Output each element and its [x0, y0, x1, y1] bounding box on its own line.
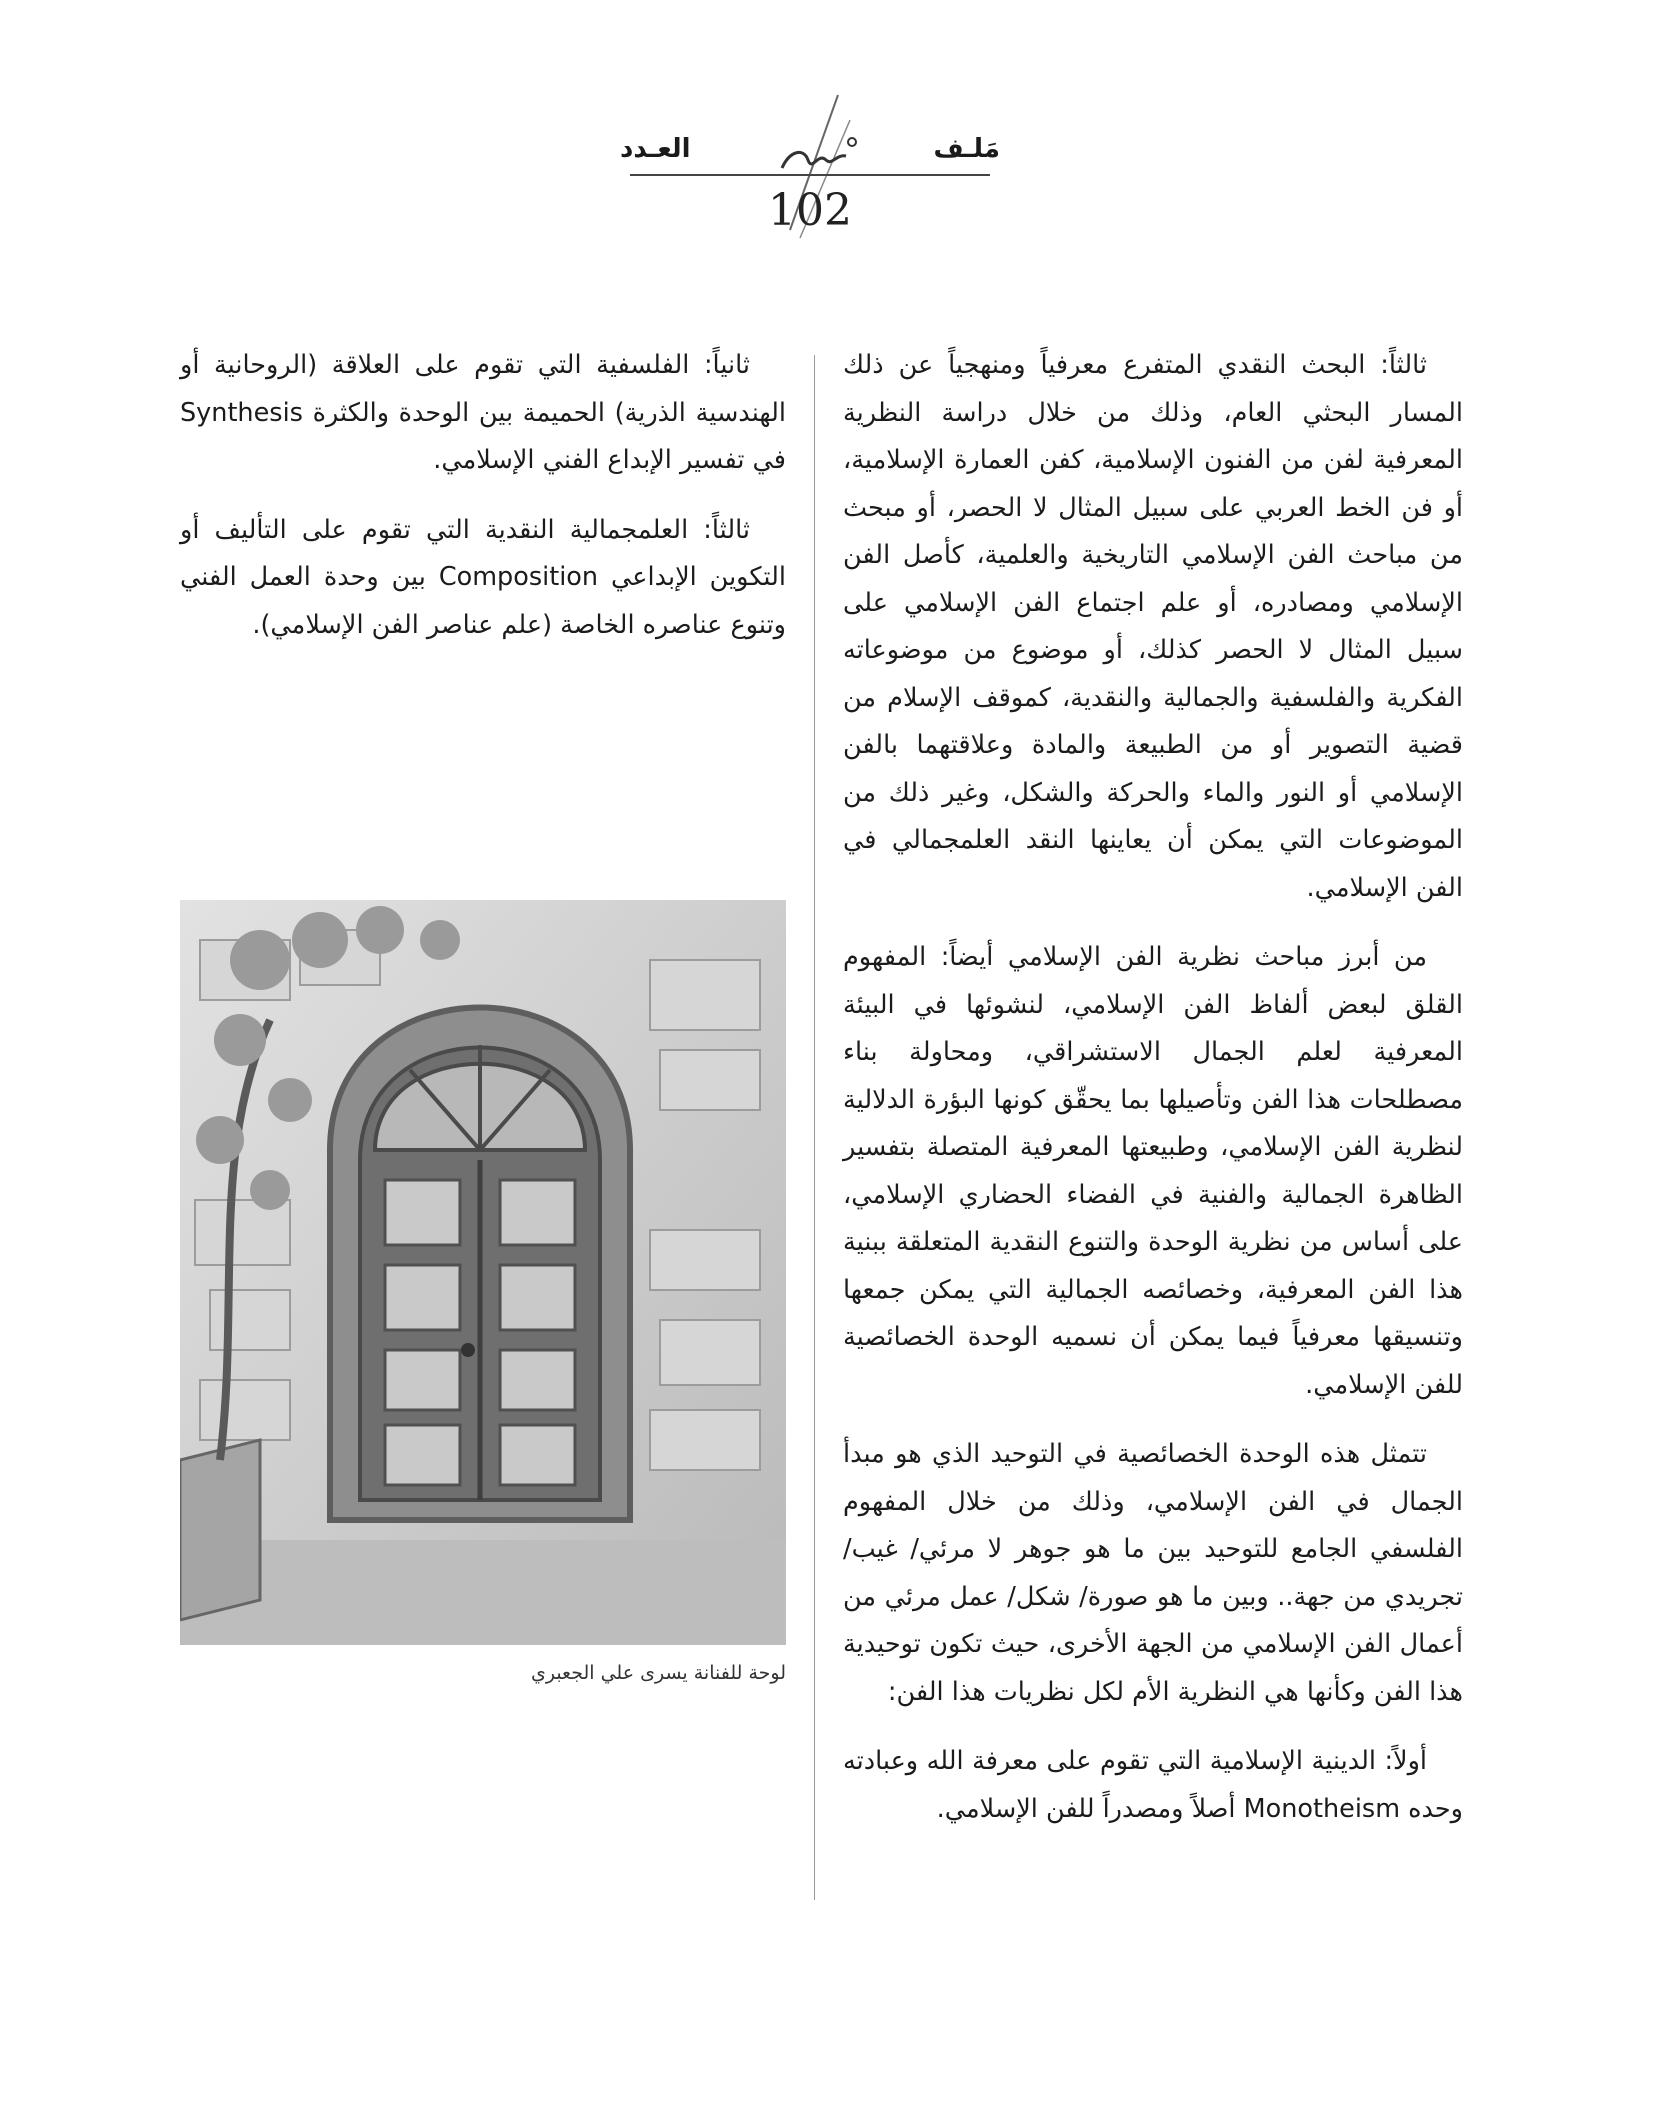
paragraph: أولاً: الدينية الإسلامية التي تقوم على معرفة الله وعبادته وحده Monotheism أصلاً ومصدراً للفن الإسلامي.	[843, 1746, 1463, 1824]
right-column	[843, 342, 1463, 1855]
paragraph: ثالثاً: البحث النقدي المتفرع معرفياً ومنهجياً عن ذلك المسار البحثي العام، وذلك من خلال دراسة النظرية المعرفية لفن من الفنون الإسلامية، كفن العمارة الإسلامية، أو فن الخط العربي على سبيل المثال لا الحصر، أو مبحث من مباحث الفن الإسلامي التاريخية والعلمية، كأصل الفن الإسلامي ومصادره، أو علم اجتماع الفن الإسلامي على سبيل المثال لا الحصر كذلك، أو موضوع من موضوعاته الفكرية والفلسفية والجمالية والنقدية، كموقف الإسلام من قضية التصوير أو من الطبيعة والمادة وعلاقتهما بالفن الإسلامي أو النور والماء والحركة والشكل، وغير ذلك من الموضوعات التي يمكن أن يعاينها النقد العلمجمالي في الفن الإسلامي.	[843, 350, 1463, 903]
page-number: 102	[768, 185, 852, 236]
header-issue-label: العـدد	[620, 134, 691, 164]
header-section-label: مَلـف	[933, 134, 1000, 164]
page-header	[600, 90, 1020, 240]
paragraph: ثانياً: الفلسفية التي تقوم على العلاقة (الروحانية أو الهندسية الذرية) الحميمة بين الوحدة والكثرة Synthesis في تفسير الإبداع الفني الإسلامي.	[180, 350, 786, 475]
paragraph: ثالثاً: العلمجمالية النقدية التي تقوم على التأليف أو التكوين الإبداعي Composition بين وحدة العمل الفني وتنوع عناصره الخاصة (علم عناصر الفن الإسلامي).	[180, 514, 786, 640]
paragraph: تتمثل هذه الوحدة الخصائصية في التوحيد الذي هو مبدأ الجمال في الفن الإسلامي، وذلك من خلال المفهوم الفلسفي الجامع للتوحيد بين ما هو جوهر لا مرئي/ غيب/ تجريدي من جهة.. وبين ما هو صورة/ شكل/ عمل مرئي من أعمال الفن الإسلامي من الجهة الأخرى، حيث تكون توحيدية هذا الفن وكأنها هي النظرية الأم لكل نظريات هذا الفن:	[843, 1439, 1463, 1707]
painting-figure	[180, 900, 786, 1645]
figure-caption: لوحة للفنانة يسرى علي الجعبري	[530, 1662, 786, 1684]
paragraph: من أبرز مباحث نظرية الفن الإسلامي أيضاً: المفهوم القلق لبعض ألفاظ الفن الإسلامي، لنشوئها في البيئة المعرفية لعلم الجمال الاستشراقي، ومحاولة بناء مصطلحات هذا الفن وتأصيلها بما يحقّق كونها البؤرة الدلالية لنظرية الفن الإسلامي، وطبيعتها المعرفية المتصلة بتفسير الظاهرة الجمالية والفنية في الفضاء الحضاري الإسلامي، على أساس من نظرية الوحدة والتنوع النقدية المتعلقة ببنية هذا الفن المعرفية، وخصائصه الجمالية التي يمكن جمعها وتنسيقها معرفياً فيما يمكن أن نسميه الوحدة الخصائصية للفن الإسلامي.	[843, 942, 1463, 1400]
painting-door-image	[180, 900, 786, 1645]
column-divider	[814, 355, 815, 1900]
header-rule	[630, 174, 990, 176]
left-column	[180, 342, 786, 671]
